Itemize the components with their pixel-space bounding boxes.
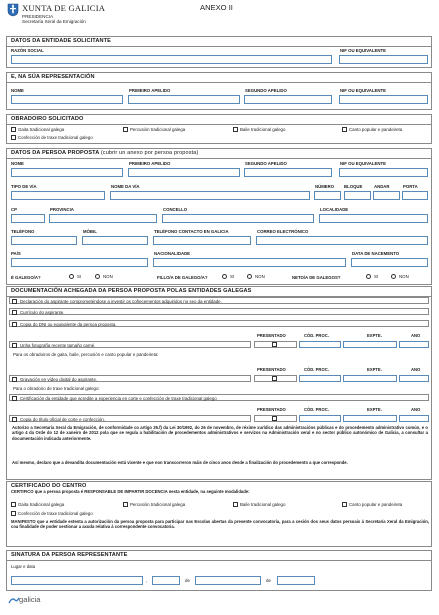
person-nif-field[interactable] [339, 168, 428, 177]
grid-header-ano: ANO [411, 367, 421, 372]
titulo-presentado-checkbox[interactable] [272, 416, 277, 421]
center-gaita-checkbox[interactable] [11, 502, 16, 507]
section-title: OBRADOIRO SOLICITADO [11, 116, 84, 122]
field-label: PRIMEIRO APELIDO [129, 88, 171, 93]
galicia-logo-text: galicia [19, 595, 41, 604]
section-subtitle: (cubrir un anexo por persoa proposta) [100, 150, 199, 156]
xunta-logo [7, 3, 19, 17]
checkbox-label: Canto popular e pandeireta [349, 502, 403, 507]
doc-titulo-checkbox[interactable] [12, 417, 17, 422]
doc-label: Currículo do aspirante. [20, 309, 65, 315]
field-label: NIF OU EQUIVALENTE [340, 88, 386, 93]
section-title: DATOS DA ENTIDADE SOLICITANTE [11, 38, 111, 44]
de-label: de [185, 578, 190, 583]
manifesto-paragraph: MANIFESTO que a entidade estenta a autorización da persoa proposta para participar nas Escolas abertas da presente convocatoria, para a cesión dos seus datos persoais á Secretaría Xeral da Emigración, coa finalidade de poder xestionar a axuda relativa á correspondente convocatoria. [11, 519, 429, 530]
doc-row [9, 394, 429, 401]
bloque-field[interactable] [344, 191, 371, 200]
certify-text [11, 489, 429, 494]
center-baile-checkbox[interactable] [233, 502, 238, 507]
foto-ano-field[interactable] [399, 341, 429, 348]
section-title: CERTIFICADO DO CENTRO [11, 483, 87, 489]
fillo-non-radio[interactable] [247, 274, 252, 279]
field-label: TELÉFONO CONTACTO EN GALICIA [154, 229, 229, 234]
field-label: NIF OU EQUIVALENTE [340, 48, 386, 53]
applicant-section [6, 36, 432, 68]
checkbox-label: Baile tradicional galego [240, 127, 286, 132]
note-music: Para os obradoiros de gaita, baile, percusión e canto popular e pandeireta: [13, 352, 159, 357]
fillo-si-radio[interactable] [222, 274, 227, 279]
field-label: PROVINCIA [50, 207, 74, 212]
center-traxe-checkbox[interactable] [11, 511, 16, 516]
radio-label: NON [255, 274, 265, 279]
center-section [6, 481, 432, 547]
localidade-field[interactable] [319, 214, 428, 223]
rep-segundo-apelido-field[interactable] [244, 95, 332, 104]
galego-si-radio[interactable] [69, 274, 74, 279]
radio-label: SI [230, 274, 235, 279]
field-label: RAZÓN SOCIAL [11, 48, 44, 53]
radio-label: SI [374, 274, 379, 279]
field-label: BLOQUE [344, 184, 363, 189]
question-label: NETO/A DE GALEGOS? [292, 275, 341, 280]
grid-header-presentado: PRESENTADO [257, 333, 286, 338]
note-dress: Para o obradoiro de traxe tradicional galego: [13, 386, 100, 391]
field-label: NIF OU EQUIVALENTE [340, 161, 386, 166]
section-title: DOCUMENTACIÓN ACHEGADA DA PERSOA PROPOSTA POLAS ENTIDADES GALEGAS [11, 288, 252, 294]
annex-title: ANEXO II [200, 3, 233, 12]
pais-field[interactable] [11, 258, 148, 267]
field-label: PORTA [403, 184, 418, 189]
checkbox-label: Percusión tradicional galega [130, 127, 186, 132]
checkbox-label: Gaita tradicional galega [18, 502, 65, 507]
field-label: DATA DE NACEMENTO [352, 251, 400, 256]
field-label: CP [11, 207, 17, 212]
rep-nome-field[interactable] [11, 95, 123, 104]
authorization-text [12, 425, 428, 441]
titulo-ano-field[interactable] [399, 415, 429, 422]
header-subdept: Secretaría Xeral da Emigración [22, 19, 86, 24]
tipo-via-field[interactable] [11, 191, 105, 200]
section-title: SINATURA DA PERSOA REPRESENTANTE [11, 552, 128, 558]
foto-cod-proc-field[interactable] [299, 341, 341, 348]
doc-curriculo-checkbox[interactable] [12, 310, 17, 315]
person-section [6, 148, 432, 285]
radio-label: SI [77, 274, 82, 279]
manifesto-text [11, 519, 429, 530]
data-nacemento-field[interactable] [351, 258, 428, 267]
doc-label: Declaración do aspirante comprometéndose a investir os coñecementos adquiridos no seo da entidade. [20, 298, 222, 304]
field-label: PRIMEIRO APELIDO [129, 161, 171, 166]
xunta-emblem-icon [7, 3, 19, 17]
foto-presentado-checkbox[interactable] [272, 342, 277, 347]
rep-primeiro-apelido-field[interactable] [128, 95, 240, 104]
doc-label: Gravación en vídeo dixital do aspirante. [20, 376, 98, 382]
field-label: NÚMERO [315, 184, 335, 189]
field-label: NOME [11, 161, 24, 166]
workshop-traxe-checkbox[interactable] [11, 135, 16, 140]
field-label: CORREO ELECTRÓNICO [257, 229, 309, 234]
doc-row [9, 341, 251, 348]
checkbox-label: Canto popular e pandeireta [349, 127, 403, 132]
declaration-paragraph: Así mesmo, declaro que a devandita documentación está vixente e que non transcorreron máis de cinco anos desde a finalización do procedemento a que corresponde. [12, 460, 348, 465]
de-label: de [266, 578, 271, 583]
foto-expte-field[interactable] [343, 341, 397, 348]
workshop-percusion-checkbox[interactable] [123, 127, 128, 132]
radio-label: NON [399, 274, 409, 279]
doc-row [9, 415, 251, 422]
applicant-nif-field[interactable] [339, 55, 428, 64]
comma-label: , [146, 578, 148, 583]
doc-foto-checkbox[interactable] [12, 343, 17, 348]
grid-header-expte: EXPTE. [367, 407, 382, 412]
question-label: É GALEGO/A? [11, 275, 41, 280]
header-brand: XUNTA DE GALICIA [22, 3, 106, 13]
provincia-field[interactable] [49, 214, 157, 223]
field-label: LOCALIDADE [320, 207, 349, 212]
workshop-canto-checkbox[interactable] [342, 127, 347, 132]
doc-label: Copia do DNI ou equivalente da persoa proposta. [20, 321, 117, 327]
header-dept: PRESIDENCIA [22, 14, 54, 19]
grid-header-cod-proc: CÓD. PROC. [304, 407, 329, 412]
numero-field[interactable] [314, 191, 341, 200]
signature-section [6, 550, 432, 591]
field-label: SEGUNDO APELIDO [245, 88, 287, 93]
day-field[interactable] [152, 576, 180, 585]
grid-header-ano: ANO [411, 407, 421, 412]
andar-field[interactable] [373, 191, 400, 200]
doc-row [9, 308, 429, 315]
doc-row [9, 375, 251, 382]
grid-header-expte: EXPTE. [367, 367, 382, 372]
cp-field[interactable] [11, 214, 45, 223]
field-label: SEGUNDO APELIDO [245, 161, 287, 166]
grid-header-presentado: PRESENTADO [257, 407, 286, 412]
workshop-gaita-checkbox[interactable] [11, 127, 16, 132]
doc-label: Unha fotografía recente tamaño carné. [20, 342, 96, 348]
checkbox-label: Gaita tradicional galega [18, 127, 65, 132]
doc-declaracion-checkbox[interactable] [12, 299, 17, 304]
authorization-paragraph: Autorizo a Secretaría Xeral da Emigración, de conformidade co artigo 35.f) da Lei 30/1992, do 26 de novembro, de réxime xurídico das administracións públicas e do procedemento administrativo común, e o artigo 4 da Orde do 12 de xaneiro de 2012 pola que se regula a habilitación de procedementos administrativos e servizos na Administración xeral e no sector público autonómico de Galicia, a consultar a documentación indicada anteriormente. [12, 425, 428, 441]
workshop-section [6, 114, 432, 144]
checkbox-label: Confección de traxe tradicional galego [18, 511, 93, 516]
center-percusion-checkbox[interactable] [123, 502, 128, 507]
nacionalidade-field[interactable] [153, 258, 346, 267]
field-label: NOME DA VÍA [111, 184, 140, 189]
video-ano-field[interactable] [399, 375, 429, 382]
field-label: TELÉFONO [11, 229, 35, 234]
email-field[interactable] [256, 236, 428, 245]
person-segundo-apelido-field[interactable] [244, 168, 332, 177]
year-field[interactable] [277, 576, 315, 585]
field-label: NACIONALIDADE [154, 251, 191, 256]
doc-row [9, 320, 429, 327]
telefono-field[interactable] [11, 236, 77, 245]
center-canto-checkbox[interactable] [342, 502, 347, 507]
razon-social-field[interactable] [11, 55, 332, 64]
field-label: Lugar e data [11, 564, 36, 569]
concello-field[interactable] [162, 214, 314, 223]
lugar-field[interactable] [11, 576, 143, 585]
checkbox-label: Percusión tradicional galega [130, 502, 186, 507]
doc-row [9, 297, 429, 304]
nome-via-field[interactable] [110, 191, 310, 200]
rep-nif-field[interactable] [339, 95, 428, 104]
tel-galicia-field[interactable] [153, 236, 251, 245]
neto-si-radio[interactable] [366, 274, 371, 279]
mobil-field[interactable] [82, 236, 148, 245]
doc-cert-checkbox[interactable] [12, 396, 17, 401]
neto-non-radio[interactable] [391, 274, 396, 279]
video-cod-proc-field[interactable] [299, 375, 341, 382]
doc-dni-checkbox[interactable] [12, 322, 17, 327]
representation-section [6, 72, 432, 110]
declaration-text [12, 460, 428, 465]
doc-label: Certificación da entidade que acredite a experiencia en corte e confección de traxe tradicional galego [20, 395, 217, 401]
section-title-main: DATOS DA PERSOA PROPOSTA [11, 150, 100, 156]
documentation-section [6, 286, 432, 480]
grid-header-expte: EXPTE. [367, 333, 382, 338]
doc-video-checkbox[interactable] [12, 377, 17, 382]
galego-non-radio[interactable] [95, 274, 100, 279]
checkbox-label: Baile tradicional galego [240, 502, 286, 507]
radio-label: NON [103, 274, 113, 279]
month-field[interactable] [195, 576, 261, 585]
checkbox-label: Confección de traxe tradicional galego [18, 135, 93, 140]
question-label: FILLO/A DE GALEGO/A? [157, 275, 208, 280]
section-title [11, 150, 198, 156]
porta-field[interactable] [402, 191, 428, 200]
field-label: CONCELLO [163, 207, 188, 212]
certify-paragraph: CERTIFICO que a persoa proposta é RESPONSABLE DE IMPARTIR DOCENCIA nesta entidade, na seguinte modalidade: [11, 489, 250, 494]
titulo-cod-proc-field[interactable] [299, 415, 341, 422]
grid-header-presentado: PRESENTADO [257, 367, 286, 372]
field-label: TIPO DE VÍA [11, 184, 37, 189]
video-expte-field[interactable] [343, 375, 397, 382]
field-label: PAÍS [11, 251, 21, 256]
field-label: ANDAR [374, 184, 390, 189]
grid-header-cod-proc: CÓD. PROC. [304, 367, 329, 372]
grid-header-ano: ANO [411, 333, 421, 338]
person-primeiro-apelido-field[interactable] [128, 168, 240, 177]
section-title: E, NA SÚA REPRESENTACIÓN [11, 74, 95, 80]
person-nome-field[interactable] [11, 168, 123, 177]
grid-header-cod-proc: CÓD. PROC. [304, 333, 329, 338]
field-label: NOME [11, 88, 24, 93]
video-presentado-checkbox[interactable] [272, 376, 277, 381]
workshop-baile-checkbox[interactable] [233, 127, 238, 132]
titulo-expte-field[interactable] [343, 415, 397, 422]
field-label: MÓBIL [83, 229, 97, 234]
doc-label: Copia do título oficial de corte e confección. [20, 416, 105, 422]
